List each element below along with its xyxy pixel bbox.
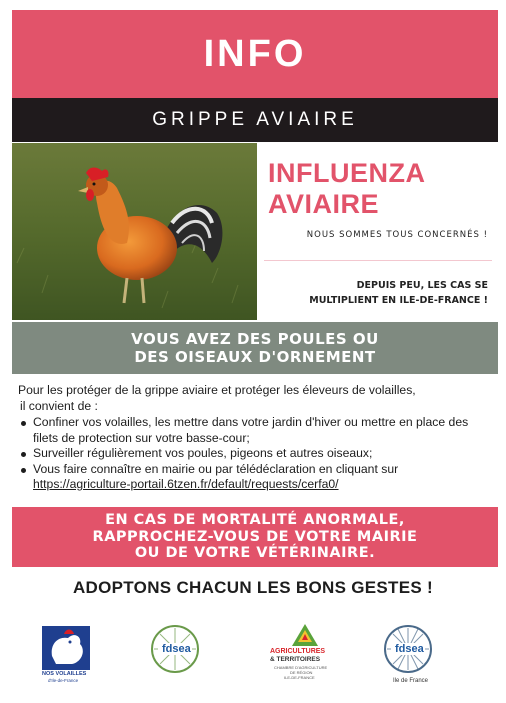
intro-line2: il convient de :	[20, 398, 98, 413]
body-text	[18, 383, 496, 493]
list-item	[18, 415, 496, 446]
fdsea-logo	[150, 624, 200, 682]
section-line1: VOUS AVEZ DES POULES OU	[131, 330, 379, 348]
nos-volailles-text: NOS VOLAILLES	[42, 671, 87, 677]
alert-line2: RAPPROCHEZ-VOUS DE VOTRE MAIRIE	[92, 528, 418, 545]
subtitle-text: GRIPPE AVIAIRE	[152, 109, 358, 130]
depuis-line2: MULTIPLIENT EN ILE-DE-FRANCE !	[309, 295, 488, 306]
alert-line1: EN CAS DE MORTALITÉ ANORMALE,	[105, 512, 405, 529]
fdsea-idf-logo	[383, 624, 439, 684]
depuis-line1: DEPUIS PEU, LES CAS SE	[356, 280, 488, 291]
list-item	[18, 462, 496, 493]
agri-line1: AGRICULTURES	[270, 648, 326, 655]
agri-line5: ILE-DE-FRANCE	[284, 675, 315, 680]
nos-volailles-subtext: d'Ile-de-France	[48, 678, 79, 683]
partner-logos	[0, 618, 506, 698]
influenza-heading	[268, 158, 425, 220]
bullet1-line1: Confiner vos volailles, les mettre dans votre jardin d'hiver ou mettre en place des	[33, 415, 469, 429]
alert-banner	[12, 507, 498, 567]
bullet1-line2: filets de protection sur votre basse-cour;	[33, 430, 250, 445]
agri-line3: CHAMBRE D'AGRICULTURE	[274, 665, 328, 670]
rooster-logo-icon	[42, 626, 90, 670]
intro-line1: Pour les protéger de la grippe aviaire et protéger les éleveurs de volailles,	[18, 383, 416, 397]
section-banner	[12, 322, 498, 374]
influenza-line1: INFLUENZA	[268, 158, 426, 188]
list-item	[18, 446, 496, 462]
divider	[264, 260, 492, 261]
rooster-photo	[12, 143, 257, 320]
alert-line3: OU DE VOTRE VÉTÉRINAIRE.	[134, 545, 376, 562]
chambre-agriculture-logo	[270, 624, 340, 686]
nos-volailles-logo	[42, 626, 90, 682]
fdsea-text: fdsea	[162, 643, 191, 655]
subtitle-banner	[12, 98, 498, 142]
section-line2: DES OISEAUX D'ORNEMENT	[134, 348, 376, 366]
depuis-text	[309, 278, 488, 308]
hero-text-panel	[262, 150, 498, 320]
influenza-line2: AVIAIRE	[268, 189, 380, 219]
agri-line2: & TERRITOIRES	[270, 656, 321, 663]
info-banner	[12, 10, 498, 98]
ile-de-france-text: Ile de France	[393, 678, 429, 684]
agri-line4: DE RÉGION	[290, 670, 313, 675]
bullet3-line1: Vous faire connaître en mairie ou par télédéclaration en cliquant sur	[33, 461, 399, 476]
intro-paragraph	[18, 383, 496, 414]
advice-list	[18, 415, 496, 493]
cerfa-link[interactable]: https://agriculture-portail.6tzen.fr/default/requests/cerfa0/	[33, 477, 339, 491]
concerned-text: NOUS SOMMES TOUS CONCERNÉS !	[306, 230, 488, 240]
triangle-logo-icon	[292, 624, 318, 646]
bullet2: Surveiller régulièrement vos poules, pigeons et autres oiseaux;	[33, 446, 373, 460]
info-title: INFO	[203, 32, 307, 75]
fdsea-idf-text: fdsea	[395, 643, 424, 655]
slogan: ADOPTONS CHACUN LES BONS GESTES !	[72, 578, 433, 597]
